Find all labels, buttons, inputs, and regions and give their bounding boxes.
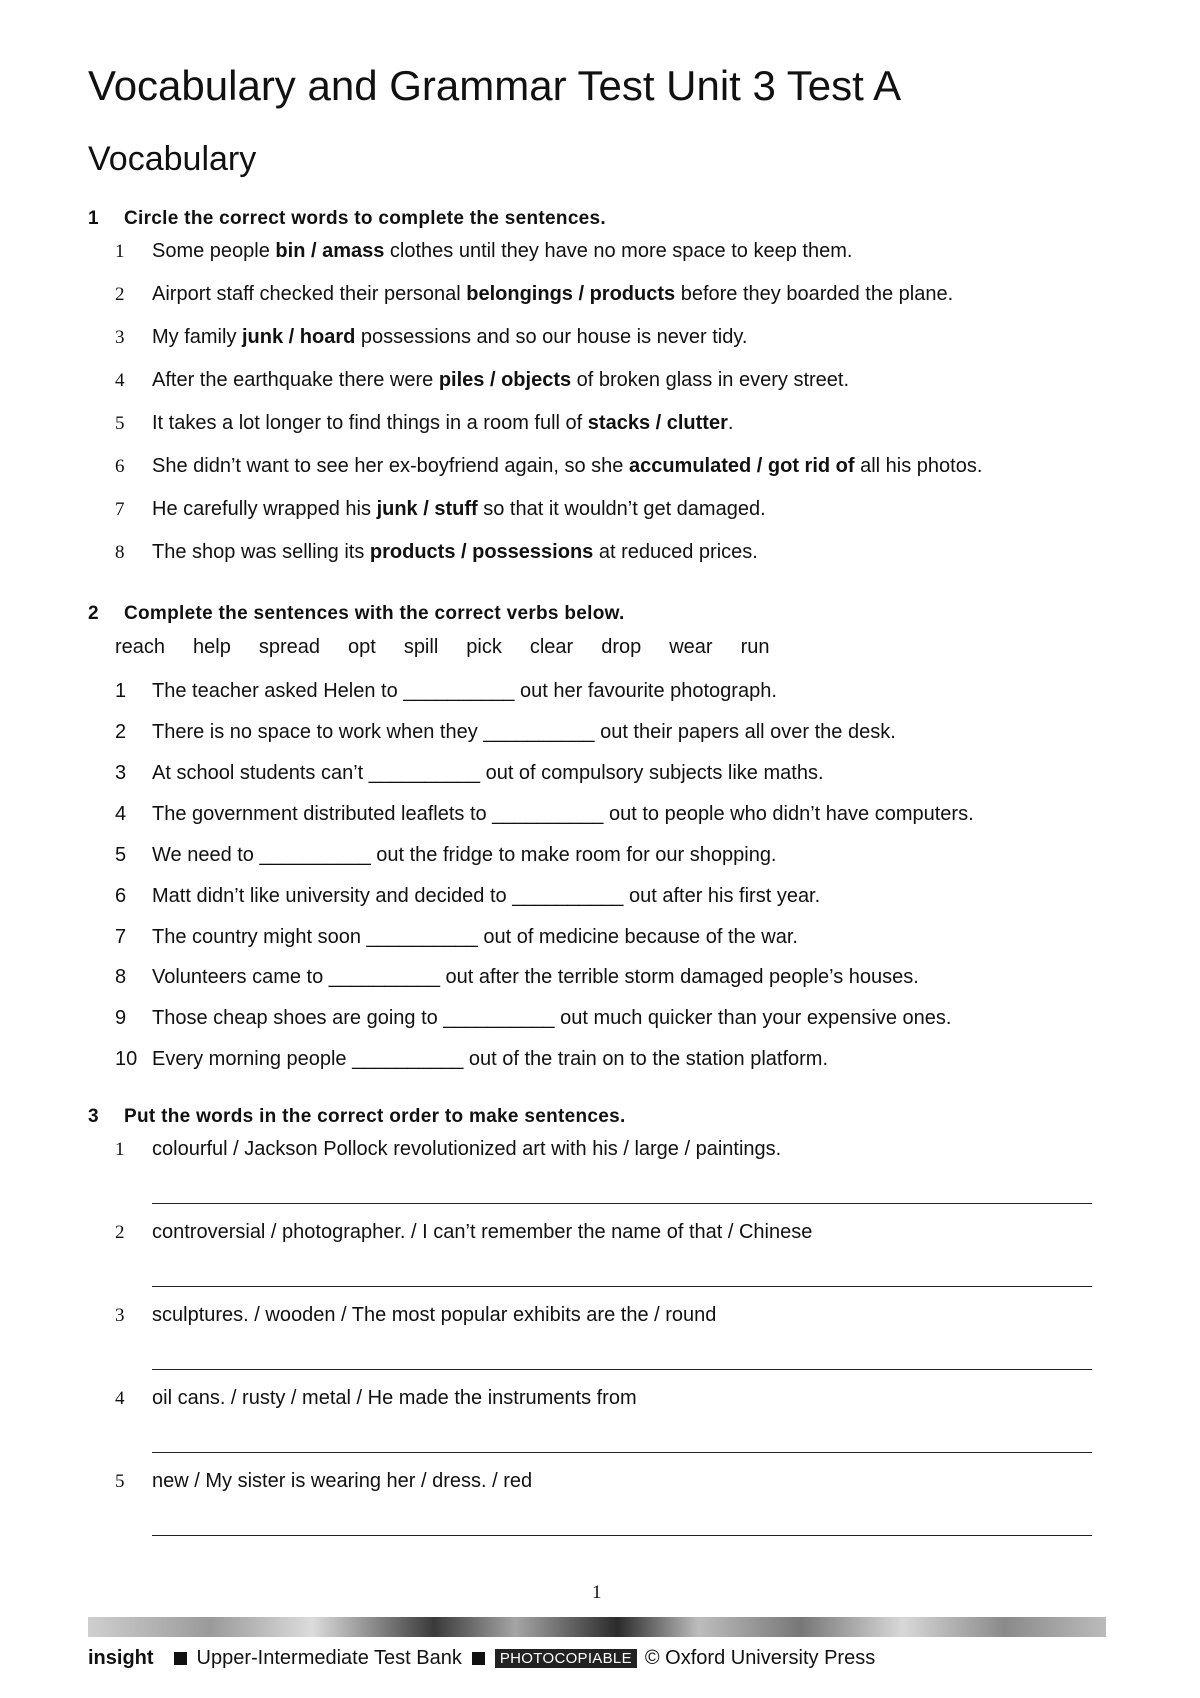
item-text: controversial / photographer. / I can’t remember the name of that / Chinese	[152, 1221, 813, 1243]
item-number: 3	[115, 1305, 125, 1326]
word-choice[interactable]: bin / amass	[275, 240, 385, 262]
item-text[interactable]: At school students can’t __________ out of compulsory subjects like maths.	[152, 762, 824, 784]
item-number: 7	[115, 499, 125, 520]
ex2-item	[115, 803, 974, 826]
item-text[interactable]: The teacher asked Helen to __________ out her favourite photograph.	[152, 680, 777, 702]
item-number: 8	[115, 966, 127, 988]
item-number: 2	[115, 284, 125, 305]
ex2-item	[115, 721, 896, 744]
item-number: 5	[115, 844, 127, 866]
item-number: 9	[115, 1007, 127, 1029]
footer-copyright: © Oxford University Press	[644, 1647, 876, 1669]
item-text: Airport staff checked their personal	[152, 283, 467, 305]
item-number: 8	[115, 542, 125, 563]
word-bank-item: opt	[348, 636, 376, 658]
answer-line[interactable]	[152, 1203, 1092, 1204]
ex1-item	[115, 455, 982, 478]
item-text[interactable]: Matt didn’t like university and decided to __________ out after his first year.	[152, 885, 821, 907]
exercise-1-instruction: Circle the correct words to complete the sentences.	[124, 208, 606, 229]
answer-line[interactable]	[152, 1286, 1092, 1287]
exercise-1-heading	[88, 208, 606, 230]
item-number: 10	[115, 1048, 138, 1070]
item-text[interactable]: The government distributed leaflets to __________ out to people who didn’t have computers.	[152, 803, 974, 825]
ex2-item	[115, 926, 798, 949]
item-text: oil cans. / rusty / metal / He made the instruments from	[152, 1387, 637, 1409]
item-text: before they boarded the plane.	[675, 283, 954, 305]
item-number: 3	[115, 762, 127, 784]
word-choice[interactable]: piles / objects	[438, 369, 572, 391]
item-text: of broken glass in every street.	[571, 369, 850, 391]
item-number: 4	[115, 370, 125, 391]
page-title: Vocabulary and Grammar Test Unit 3 Test A	[88, 62, 902, 109]
ex1-item	[115, 240, 852, 263]
ex1-item	[115, 498, 766, 521]
item-text: all his photos.	[854, 455, 983, 477]
ex2-item	[115, 966, 919, 989]
ex2-item	[115, 844, 777, 867]
ex3-item	[115, 1470, 532, 1493]
item-number: 7	[115, 926, 127, 948]
footer	[88, 1647, 875, 1670]
ex2-item	[115, 1007, 951, 1030]
square-bullet-icon	[174, 1652, 187, 1665]
exercise-3-instruction: Put the words in the correct order to make sentences.	[124, 1106, 626, 1127]
item-text: She didn’t want to see her ex-boyfriend again, so she	[152, 455, 629, 477]
item-text: clothes until they have no more space to keep them.	[384, 240, 853, 262]
item-text: at reduced prices.	[593, 541, 758, 563]
word-bank-item: reach	[115, 636, 166, 658]
exercise-2-instruction: Complete the sentences with the correct verbs below.	[124, 603, 625, 624]
item-number: 1	[115, 241, 125, 262]
word-choice[interactable]: products / possessions	[369, 541, 594, 563]
answer-line[interactable]	[152, 1535, 1092, 1536]
item-number: 5	[115, 413, 125, 434]
item-number: 5	[115, 1471, 125, 1492]
ex2-item	[115, 762, 824, 785]
ex1-item	[115, 412, 733, 435]
word-choice[interactable]: accumulated / got rid of	[628, 455, 855, 477]
ex1-item	[115, 541, 758, 564]
item-text[interactable]: The country might soon __________ out of medicine because of the war.	[152, 926, 798, 948]
item-text: possessions and so our house is never tidy.	[355, 326, 748, 348]
photocopiable-badge: PHOTOCOPIABLE	[495, 1649, 637, 1668]
ex3-item	[115, 1304, 716, 1327]
ex1-item	[115, 369, 849, 392]
word-bank-item: pick	[466, 636, 502, 658]
word-choice[interactable]: junk / stuff	[376, 498, 478, 520]
footer-image-band	[88, 1617, 1106, 1637]
footer-brand: insight	[88, 1647, 154, 1669]
item-text: He carefully wrapped his	[152, 498, 377, 520]
ex1-item	[115, 326, 747, 349]
ex2-item	[115, 1048, 828, 1071]
answer-line[interactable]	[152, 1369, 1092, 1370]
ex1-item	[115, 283, 953, 306]
answer-line[interactable]	[152, 1452, 1092, 1453]
word-bank-item: help	[193, 636, 231, 658]
word-bank-item: run	[740, 636, 770, 658]
item-text[interactable]: There is no space to work when they __________ out their papers all over the desk.	[152, 721, 896, 743]
item-text: It takes a lot longer to find things in a room full of	[152, 412, 588, 434]
item-text: .	[727, 412, 734, 434]
exercise-3-heading	[88, 1106, 626, 1128]
word-bank-item: drop	[601, 636, 642, 658]
word-bank-item: wear	[669, 636, 713, 658]
item-number: 6	[115, 885, 127, 907]
ex2-item	[115, 680, 777, 703]
item-text: The shop was selling its	[152, 541, 370, 563]
item-number: 4	[115, 1388, 125, 1409]
word-bank-item: spill	[403, 636, 439, 658]
exercise-3-number: 3	[88, 1106, 99, 1127]
ex3-item	[115, 1138, 781, 1161]
item-text: Some people	[152, 240, 276, 262]
word-choice[interactable]: junk / hoard	[242, 326, 356, 348]
exercise-1-number: 1	[88, 208, 99, 229]
section-title: Vocabulary	[88, 140, 257, 178]
item-text[interactable]: We need to __________ out the fridge to make room for our shopping.	[152, 844, 777, 866]
exercise-2-number: 2	[88, 603, 99, 624]
item-text: so that it wouldn’t get damaged.	[477, 498, 766, 520]
ex3-item	[115, 1387, 637, 1410]
item-text: sculptures. / wooden / The most popular exhibits are the / round	[152, 1304, 717, 1326]
item-number: 2	[115, 1222, 125, 1243]
word-bank-item: spread	[258, 636, 320, 658]
item-number: 1	[115, 1139, 125, 1160]
item-text[interactable]: Those cheap shoes are going to __________ out much quicker than your expensive ones.	[152, 1007, 952, 1029]
item-text: colourful / Jackson Pollock revolutionized art with his / large / paintings.	[152, 1138, 782, 1160]
item-number: 1	[115, 680, 127, 702]
word-choice[interactable]: belongings / products	[466, 283, 676, 305]
word-bank-item: clear	[529, 636, 574, 658]
word-choice[interactable]: stacks / clutter	[587, 412, 728, 434]
item-text: After the earthquake there were	[152, 369, 439, 391]
ex3-item	[115, 1221, 812, 1244]
item-number: 2	[115, 721, 127, 743]
ex2-item	[115, 885, 820, 908]
footer-book-title: Upper-Intermediate Test Bank	[196, 1647, 462, 1669]
item-text[interactable]: Volunteers came to __________ out after the terrible storm damaged people’s houses.	[152, 966, 919, 988]
word-bank	[115, 636, 798, 659]
item-number: 6	[115, 456, 125, 477]
item-text: My family	[152, 326, 242, 348]
item-text[interactable]: Every morning people __________ out of the train on to the station platform.	[152, 1048, 828, 1070]
exercise-2-heading	[88, 603, 625, 625]
page-number: 1	[592, 1582, 602, 1603]
square-bullet-icon	[472, 1652, 485, 1665]
item-text: new / My sister is wearing her / dress. / red	[152, 1470, 533, 1492]
item-number: 3	[115, 327, 125, 348]
item-number: 4	[115, 803, 127, 825]
